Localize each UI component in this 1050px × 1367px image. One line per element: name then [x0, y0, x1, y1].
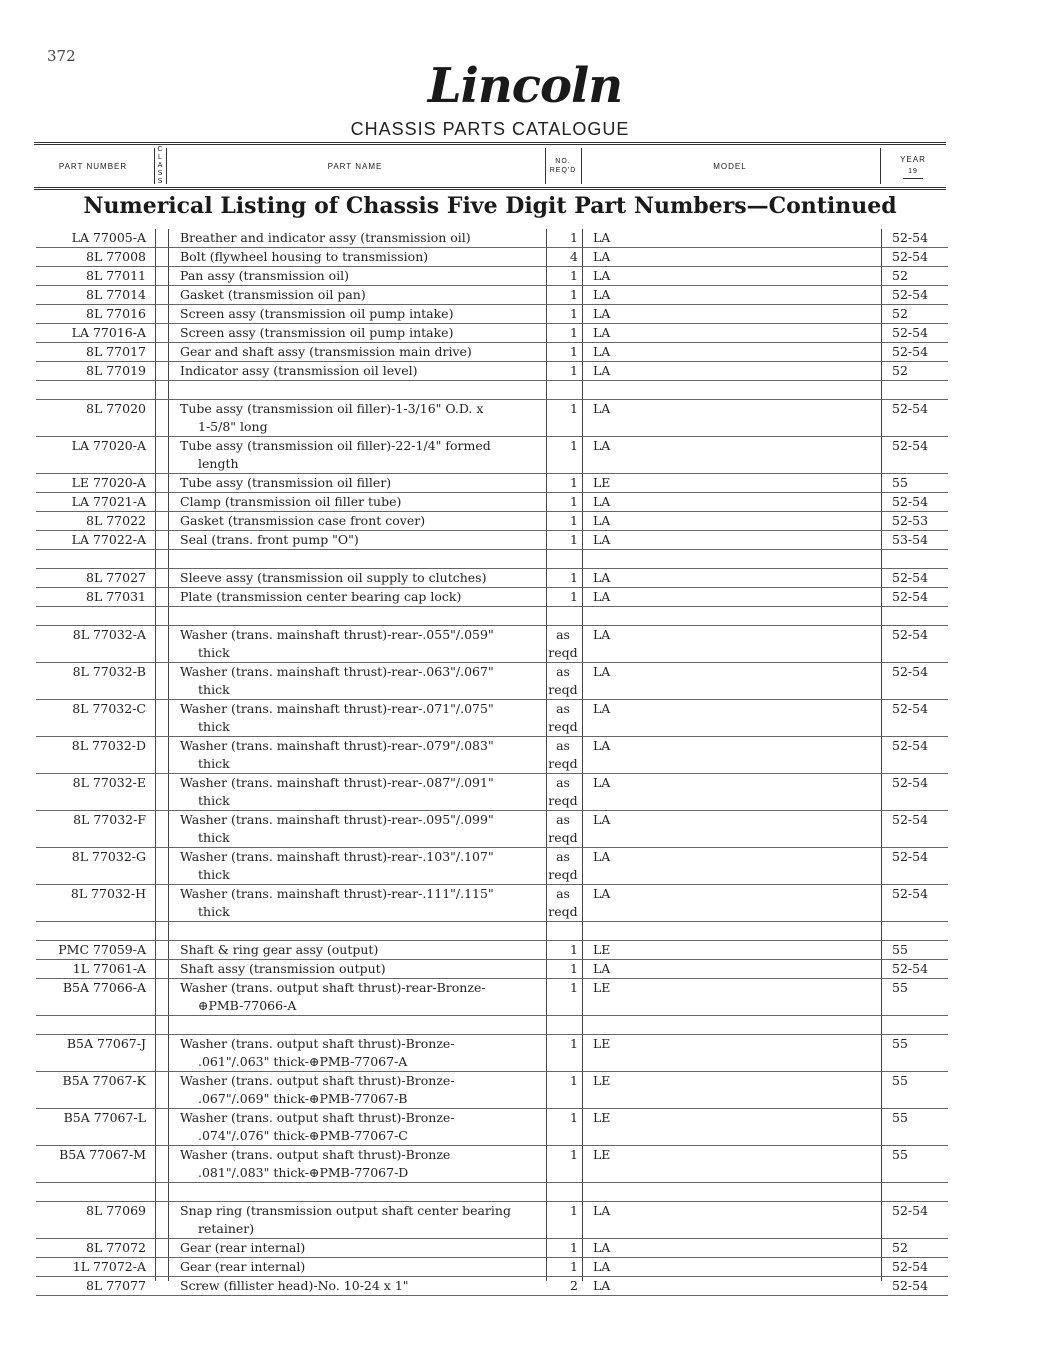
header-year-label: YEAR — [900, 154, 926, 164]
table-row — [36, 474, 948, 493]
quantity-required: 4 — [570, 249, 578, 264]
quantity-required: 1 — [570, 306, 578, 321]
model: LA — [593, 664, 611, 679]
part-name-line: thick — [198, 793, 230, 808]
part-name-line: Washer (trans. output shaft thrust)-Bronze- — [180, 1036, 455, 1051]
part-number: 8L 77019 — [86, 363, 146, 378]
part-number: B5A 77067-M — [59, 1147, 146, 1162]
model: LA — [593, 494, 611, 509]
part-name-line: Washer (trans. output shaft thrust)-Bronze- — [180, 1073, 455, 1088]
model: LA — [593, 306, 611, 321]
table-row — [36, 343, 948, 362]
part-name-line: Shaft assy (transmission output) — [180, 961, 386, 976]
quantity-required: 1 — [570, 589, 578, 604]
header-part-name: PART NAME — [327, 161, 383, 171]
year: 55 — [892, 980, 908, 995]
part-name — [180, 1072, 550, 1108]
year: 52 — [892, 306, 908, 321]
part-name-line: Clamp (transmission oil filler tube) — [180, 494, 402, 509]
part-name — [180, 941, 550, 959]
quantity-required: 1 — [570, 363, 578, 378]
table-row — [36, 531, 948, 550]
year: 52-53 — [892, 513, 929, 528]
part-number: B5A 77066-A — [62, 980, 146, 995]
model: LA — [593, 849, 611, 864]
part-name-line: thick — [198, 904, 230, 919]
quantity-required: as reqd — [548, 701, 578, 734]
quantity-required: 2 — [570, 1278, 578, 1293]
header-class-letter: S — [157, 170, 163, 177]
model: LE — [593, 1073, 611, 1088]
year: 52-54 — [892, 325, 929, 340]
part-name — [180, 979, 550, 1015]
model: LA — [593, 627, 611, 642]
table-row — [36, 979, 948, 1016]
year: 53-54 — [892, 532, 929, 547]
part-name-line: Washer (trans. mainshaft thrust)-rear-.079"/.083" — [180, 738, 494, 753]
part-name — [180, 324, 550, 342]
part-number: 8L 77022 — [86, 513, 146, 528]
part-name — [180, 663, 550, 699]
table-row — [36, 588, 948, 607]
table-row — [36, 362, 948, 381]
table-row — [36, 1239, 948, 1258]
table-spacer-row — [36, 922, 948, 941]
model: LA — [593, 438, 611, 453]
table-row — [36, 324, 948, 343]
year: 55 — [892, 1147, 908, 1162]
quantity-required: 1 — [570, 230, 578, 245]
part-name-line: .081"/.083" thick-⊕PMB-77067-D — [198, 1165, 409, 1180]
header-number-required — [545, 145, 581, 187]
year: 52-54 — [892, 849, 929, 864]
part-number: 8L 77032-G — [71, 849, 146, 864]
model: LE — [593, 475, 611, 490]
part-number: 8L 77072 — [86, 1240, 146, 1255]
part-number: 1L 77061-A — [72, 961, 146, 976]
quantity-required: 1 — [570, 513, 578, 528]
year: 52-54 — [892, 1278, 929, 1293]
model: LA — [593, 701, 611, 716]
year: 52-54 — [892, 961, 929, 976]
part-name — [180, 437, 550, 473]
part-name-line: Gasket (transmission oil pan) — [180, 287, 366, 302]
year: 52-54 — [892, 664, 929, 679]
part-name-line: retainer) — [198, 1221, 255, 1236]
part-name — [180, 531, 550, 549]
part-name — [180, 626, 550, 662]
brand-logo: Lincoln — [427, 58, 623, 114]
part-number: 8L 77032-A — [72, 627, 146, 642]
part-number: 8L 77077 — [86, 1278, 146, 1293]
model: LA — [593, 812, 611, 827]
table-row — [36, 700, 948, 737]
part-name — [180, 569, 550, 587]
part-name — [180, 474, 550, 492]
table-row — [36, 569, 948, 588]
header-req-line1: NO. — [555, 158, 571, 165]
part-name-line: Washer (trans. output shaft thrust)-rear-Bronze- — [180, 980, 486, 995]
part-number: B5A 77067-L — [63, 1110, 146, 1125]
part-name-line: Washer (trans. mainshaft thrust)-rear-.095"/.099" — [180, 812, 494, 827]
quantity-required: 1 — [570, 1147, 578, 1162]
part-name-line: .061"/.063" thick-⊕PMB-77067-A — [198, 1054, 408, 1069]
model: LA — [593, 961, 611, 976]
part-name-line: Tube assy (transmission oil filler)-22-1/4" formed — [180, 438, 491, 453]
table-row — [36, 1072, 948, 1109]
part-name-line: .074"/.076" thick-⊕PMB-77067-C — [198, 1128, 408, 1143]
part-number: 8L 77016 — [86, 306, 146, 321]
part-name-line: length — [198, 456, 239, 471]
table-row — [36, 626, 948, 663]
part-name-line: thick — [198, 645, 230, 660]
part-name-line: Washer (trans. mainshaft thrust)-rear-.087"/.091" — [180, 775, 494, 790]
part-number: LA 77022-A — [71, 532, 146, 547]
part-name-line: Pan assy (transmission oil) — [180, 268, 350, 283]
part-name — [180, 1146, 550, 1182]
part-name-line: thick — [198, 682, 230, 697]
part-name-line: thick — [198, 867, 230, 882]
model: LA — [593, 886, 611, 901]
part-number: 8L 77032-H — [70, 886, 146, 901]
year: 52-54 — [892, 438, 929, 453]
year: 52-54 — [892, 1203, 929, 1218]
table-row — [36, 1146, 948, 1183]
part-name — [180, 1258, 550, 1276]
part-name-line: thick — [198, 830, 230, 845]
part-number: 8L 77020 — [86, 401, 146, 416]
year: 52-54 — [892, 1259, 929, 1274]
header-model: MODEL — [713, 161, 747, 171]
part-name-line: thick — [198, 756, 230, 771]
table-spacer-row — [36, 1016, 948, 1035]
part-name — [180, 700, 550, 736]
year: 55 — [892, 1036, 908, 1051]
quantity-required: 1 — [570, 287, 578, 302]
quantity-required: 1 — [570, 570, 578, 585]
header-year — [880, 145, 946, 187]
quantity-required: as reqd — [548, 849, 578, 882]
table-row — [36, 248, 948, 267]
part-number: 8L 77069 — [86, 1203, 146, 1218]
part-name — [180, 1109, 550, 1145]
part-number: LA 77005-A — [71, 230, 146, 245]
table-spacer-row — [36, 607, 948, 626]
part-name — [180, 811, 550, 847]
quantity-required: 1 — [570, 401, 578, 416]
table-row — [36, 1258, 948, 1277]
part-name-line: Washer (trans. output shaft thrust)-Bronze- — [180, 1110, 455, 1125]
table-row — [36, 811, 948, 848]
model: LA — [593, 230, 611, 245]
model: LA — [593, 1240, 611, 1255]
model: LA — [593, 513, 611, 528]
part-name-line: Gear (rear internal) — [180, 1259, 306, 1274]
part-name — [180, 400, 550, 436]
model: LA — [593, 775, 611, 790]
column-header-band — [34, 142, 946, 190]
table-row — [36, 737, 948, 774]
header-year-prefix: 19 — [903, 166, 923, 179]
year: 52-54 — [892, 812, 929, 827]
model: LE — [593, 1110, 611, 1125]
part-number: 1L 77072-A — [72, 1259, 146, 1274]
table-row — [36, 305, 948, 324]
quantity-required: 1 — [570, 1073, 578, 1088]
year: 52-54 — [892, 589, 929, 604]
quantity-required: as reqd — [548, 775, 578, 808]
quantity-required: 1 — [570, 1036, 578, 1051]
part-name — [180, 512, 550, 530]
part-number: 8L 77017 — [86, 344, 146, 359]
part-number: 8L 77032-D — [71, 738, 146, 753]
part-name — [180, 1239, 550, 1257]
model: LE — [593, 942, 611, 957]
year: 52-54 — [892, 287, 929, 302]
year: 52-54 — [892, 494, 929, 509]
year: 55 — [892, 475, 908, 490]
part-name — [180, 737, 550, 773]
part-name-line: Tube assy (transmission oil filler) — [180, 475, 392, 490]
model: LA — [593, 268, 611, 283]
table-row — [36, 1109, 948, 1146]
part-number: 8L 77032-E — [72, 775, 146, 790]
model: LA — [593, 738, 611, 753]
part-name — [180, 848, 550, 884]
year: 55 — [892, 942, 908, 957]
table-row — [36, 437, 948, 474]
year: 52-54 — [892, 627, 929, 642]
model: LA — [593, 570, 611, 585]
part-number: B5A 77067-K — [62, 1073, 146, 1088]
model: LA — [593, 287, 611, 302]
part-number: 8L 77032-B — [72, 664, 146, 679]
part-number: 8L 77008 — [86, 249, 146, 264]
year: 52 — [892, 1240, 908, 1255]
part-name-line: thick — [198, 719, 230, 734]
part-number: 8L 77031 — [86, 589, 146, 604]
quantity-required: as reqd — [548, 664, 578, 697]
model: LA — [593, 363, 611, 378]
part-name — [180, 1202, 550, 1238]
part-number: LE 77020-A — [71, 475, 146, 490]
part-name-line: Gear and shaft assy (transmission main drive) — [180, 344, 472, 359]
part-name — [180, 588, 550, 606]
quantity-required: 1 — [570, 961, 578, 976]
quantity-required: 1 — [570, 475, 578, 490]
part-name — [180, 229, 550, 247]
table-row — [36, 1277, 948, 1296]
table-row — [36, 774, 948, 811]
part-number: 8L 77011 — [86, 268, 146, 283]
part-name-line: Sleeve assy (transmission oil supply to clutches) — [180, 570, 487, 585]
part-number: 8L 77014 — [86, 287, 146, 302]
table-row — [36, 512, 948, 531]
part-name — [180, 305, 550, 323]
part-name-line: Breather and indicator assy (transmission oil) — [180, 230, 471, 245]
part-name-line: Screen assy (transmission oil pump intake) — [180, 306, 454, 321]
part-name-line: Screw (fillister head)-No. 10-24 x 1" — [180, 1278, 409, 1293]
part-name-line: Washer (trans. mainshaft thrust)-rear-.055"/.059" — [180, 627, 494, 642]
header-part-number: PART NUMBER — [58, 161, 128, 171]
year: 52 — [892, 268, 908, 283]
part-number: LA 77016-A — [71, 325, 146, 340]
part-number: 8L 77027 — [86, 570, 146, 585]
model: LA — [593, 589, 611, 604]
part-name-line: Gear (rear internal) — [180, 1240, 306, 1255]
part-number: 8L 77032-C — [72, 701, 146, 716]
quantity-required: 1 — [570, 532, 578, 547]
year: 52-54 — [892, 886, 929, 901]
part-name-line: Seal (trans. front pump "O") — [180, 532, 359, 547]
part-name-line: 1-5/8" long — [198, 419, 268, 434]
table-row — [36, 885, 948, 922]
part-name — [180, 343, 550, 361]
header-class-letter: S — [157, 178, 163, 185]
quantity-required: 1 — [570, 1110, 578, 1125]
quantity-required: 1 — [570, 438, 578, 453]
quantity-required: 1 — [570, 1240, 578, 1255]
part-name-line: Screen assy (transmission oil pump intake) — [180, 325, 454, 340]
year: 55 — [892, 1073, 908, 1088]
header-class — [154, 145, 166, 187]
part-number: LA 77020-A — [71, 438, 146, 453]
part-name-line: ⊕PMB-77066-A — [198, 998, 297, 1013]
part-name-line: Bolt (flywheel housing to transmission) — [180, 249, 429, 264]
part-name-line: Snap ring (transmission output shaft center bearing — [180, 1203, 511, 1218]
header-req-line2: REQ'D — [549, 167, 577, 174]
part-name — [180, 960, 550, 978]
part-name — [180, 248, 550, 266]
table-spacer-row — [36, 381, 948, 400]
part-name-line: Washer (trans. mainshaft thrust)-rear-.071"/.075" — [180, 701, 494, 716]
table-spacer-row — [36, 550, 948, 569]
year: 52 — [892, 363, 908, 378]
table-row — [36, 960, 948, 979]
year: 52-54 — [892, 249, 929, 264]
model: LA — [593, 532, 611, 547]
model: LA — [593, 325, 611, 340]
quantity-required: as reqd — [548, 886, 578, 919]
part-number: B5A 77067-J — [66, 1036, 146, 1051]
model: LA — [593, 249, 611, 264]
table-row — [36, 229, 948, 248]
part-name — [180, 774, 550, 810]
year: 52-54 — [892, 230, 929, 245]
quantity-required: as reqd — [548, 812, 578, 845]
part-name — [180, 267, 550, 285]
model: LA — [593, 401, 611, 416]
quantity-required: 1 — [570, 1203, 578, 1218]
header-class-letter: C — [157, 146, 163, 153]
part-number: 8L 77032-F — [73, 812, 146, 827]
part-name-line: .067"/.069" thick-⊕PMB-77067-B — [198, 1091, 408, 1106]
header-class-letter: L — [158, 154, 162, 161]
year: 52-54 — [892, 701, 929, 716]
quantity-required: as reqd — [548, 627, 578, 660]
part-name-line: Tube assy (transmission oil filler)-1-3/16" O.D. x — [180, 401, 484, 416]
quantity-required: 1 — [570, 268, 578, 283]
part-number: LA 77021-A — [71, 494, 146, 509]
header-class-letter: A — [157, 162, 163, 169]
part-name-line: Washer (trans. mainshaft thrust)-rear-.063"/.067" — [180, 664, 494, 679]
section-title: Numerical Listing of Chassis Five Digit Part Numbers—Continued — [83, 193, 897, 219]
year: 52-54 — [892, 775, 929, 790]
part-name — [180, 493, 550, 511]
part-name — [180, 1277, 550, 1295]
quantity-required: 1 — [570, 942, 578, 957]
model: LE — [593, 1036, 611, 1051]
part-name — [180, 1035, 550, 1071]
model: LA — [593, 1203, 611, 1218]
quantity-required: 1 — [570, 980, 578, 995]
table-row — [36, 400, 948, 437]
part-name-line: Gasket (transmission case front cover) — [180, 513, 426, 528]
table-row — [36, 267, 948, 286]
parts-table — [36, 229, 948, 1296]
part-name — [180, 885, 550, 921]
table-row — [36, 941, 948, 960]
quantity-required: as reqd — [548, 738, 578, 771]
table-row — [36, 493, 948, 512]
part-name-line: Washer (trans. mainshaft thrust)-rear-.103"/.107" — [180, 849, 494, 864]
part-name-line: Washer (trans. output shaft thrust)-Bronze — [180, 1147, 451, 1162]
quantity-required: 1 — [570, 325, 578, 340]
table-row — [36, 1035, 948, 1072]
model: LA — [593, 1278, 611, 1293]
table-row — [36, 1202, 948, 1239]
table-row — [36, 848, 948, 885]
model: LA — [593, 1259, 611, 1274]
quantity-required: 1 — [570, 494, 578, 509]
part-name-line: Shaft & ring gear assy (output) — [180, 942, 379, 957]
year: 52-54 — [892, 401, 929, 416]
page-number: 372 — [47, 47, 76, 65]
part-name — [180, 286, 550, 304]
year: 55 — [892, 1110, 908, 1125]
catalogue-title: CHASSIS PARTS CATALOGUE — [350, 119, 630, 139]
part-name-line: Indicator assy (transmission oil level) — [180, 363, 418, 378]
quantity-required: 1 — [570, 344, 578, 359]
year: 52-54 — [892, 570, 929, 585]
quantity-required: 1 — [570, 1259, 578, 1274]
part-name — [180, 362, 550, 380]
part-name-line: Washer (trans. mainshaft thrust)-rear-.111"/.115" — [180, 886, 494, 901]
model: LE — [593, 1147, 611, 1162]
year: 52-54 — [892, 738, 929, 753]
model: LE — [593, 980, 611, 995]
model: LA — [593, 344, 611, 359]
table-row — [36, 663, 948, 700]
part-name-line: Plate (transmission center bearing cap lock) — [180, 589, 462, 604]
table-spacer-row — [36, 1183, 948, 1202]
table-row — [36, 286, 948, 305]
year: 52-54 — [892, 344, 929, 359]
part-number: PMC 77059-A — [58, 942, 146, 957]
